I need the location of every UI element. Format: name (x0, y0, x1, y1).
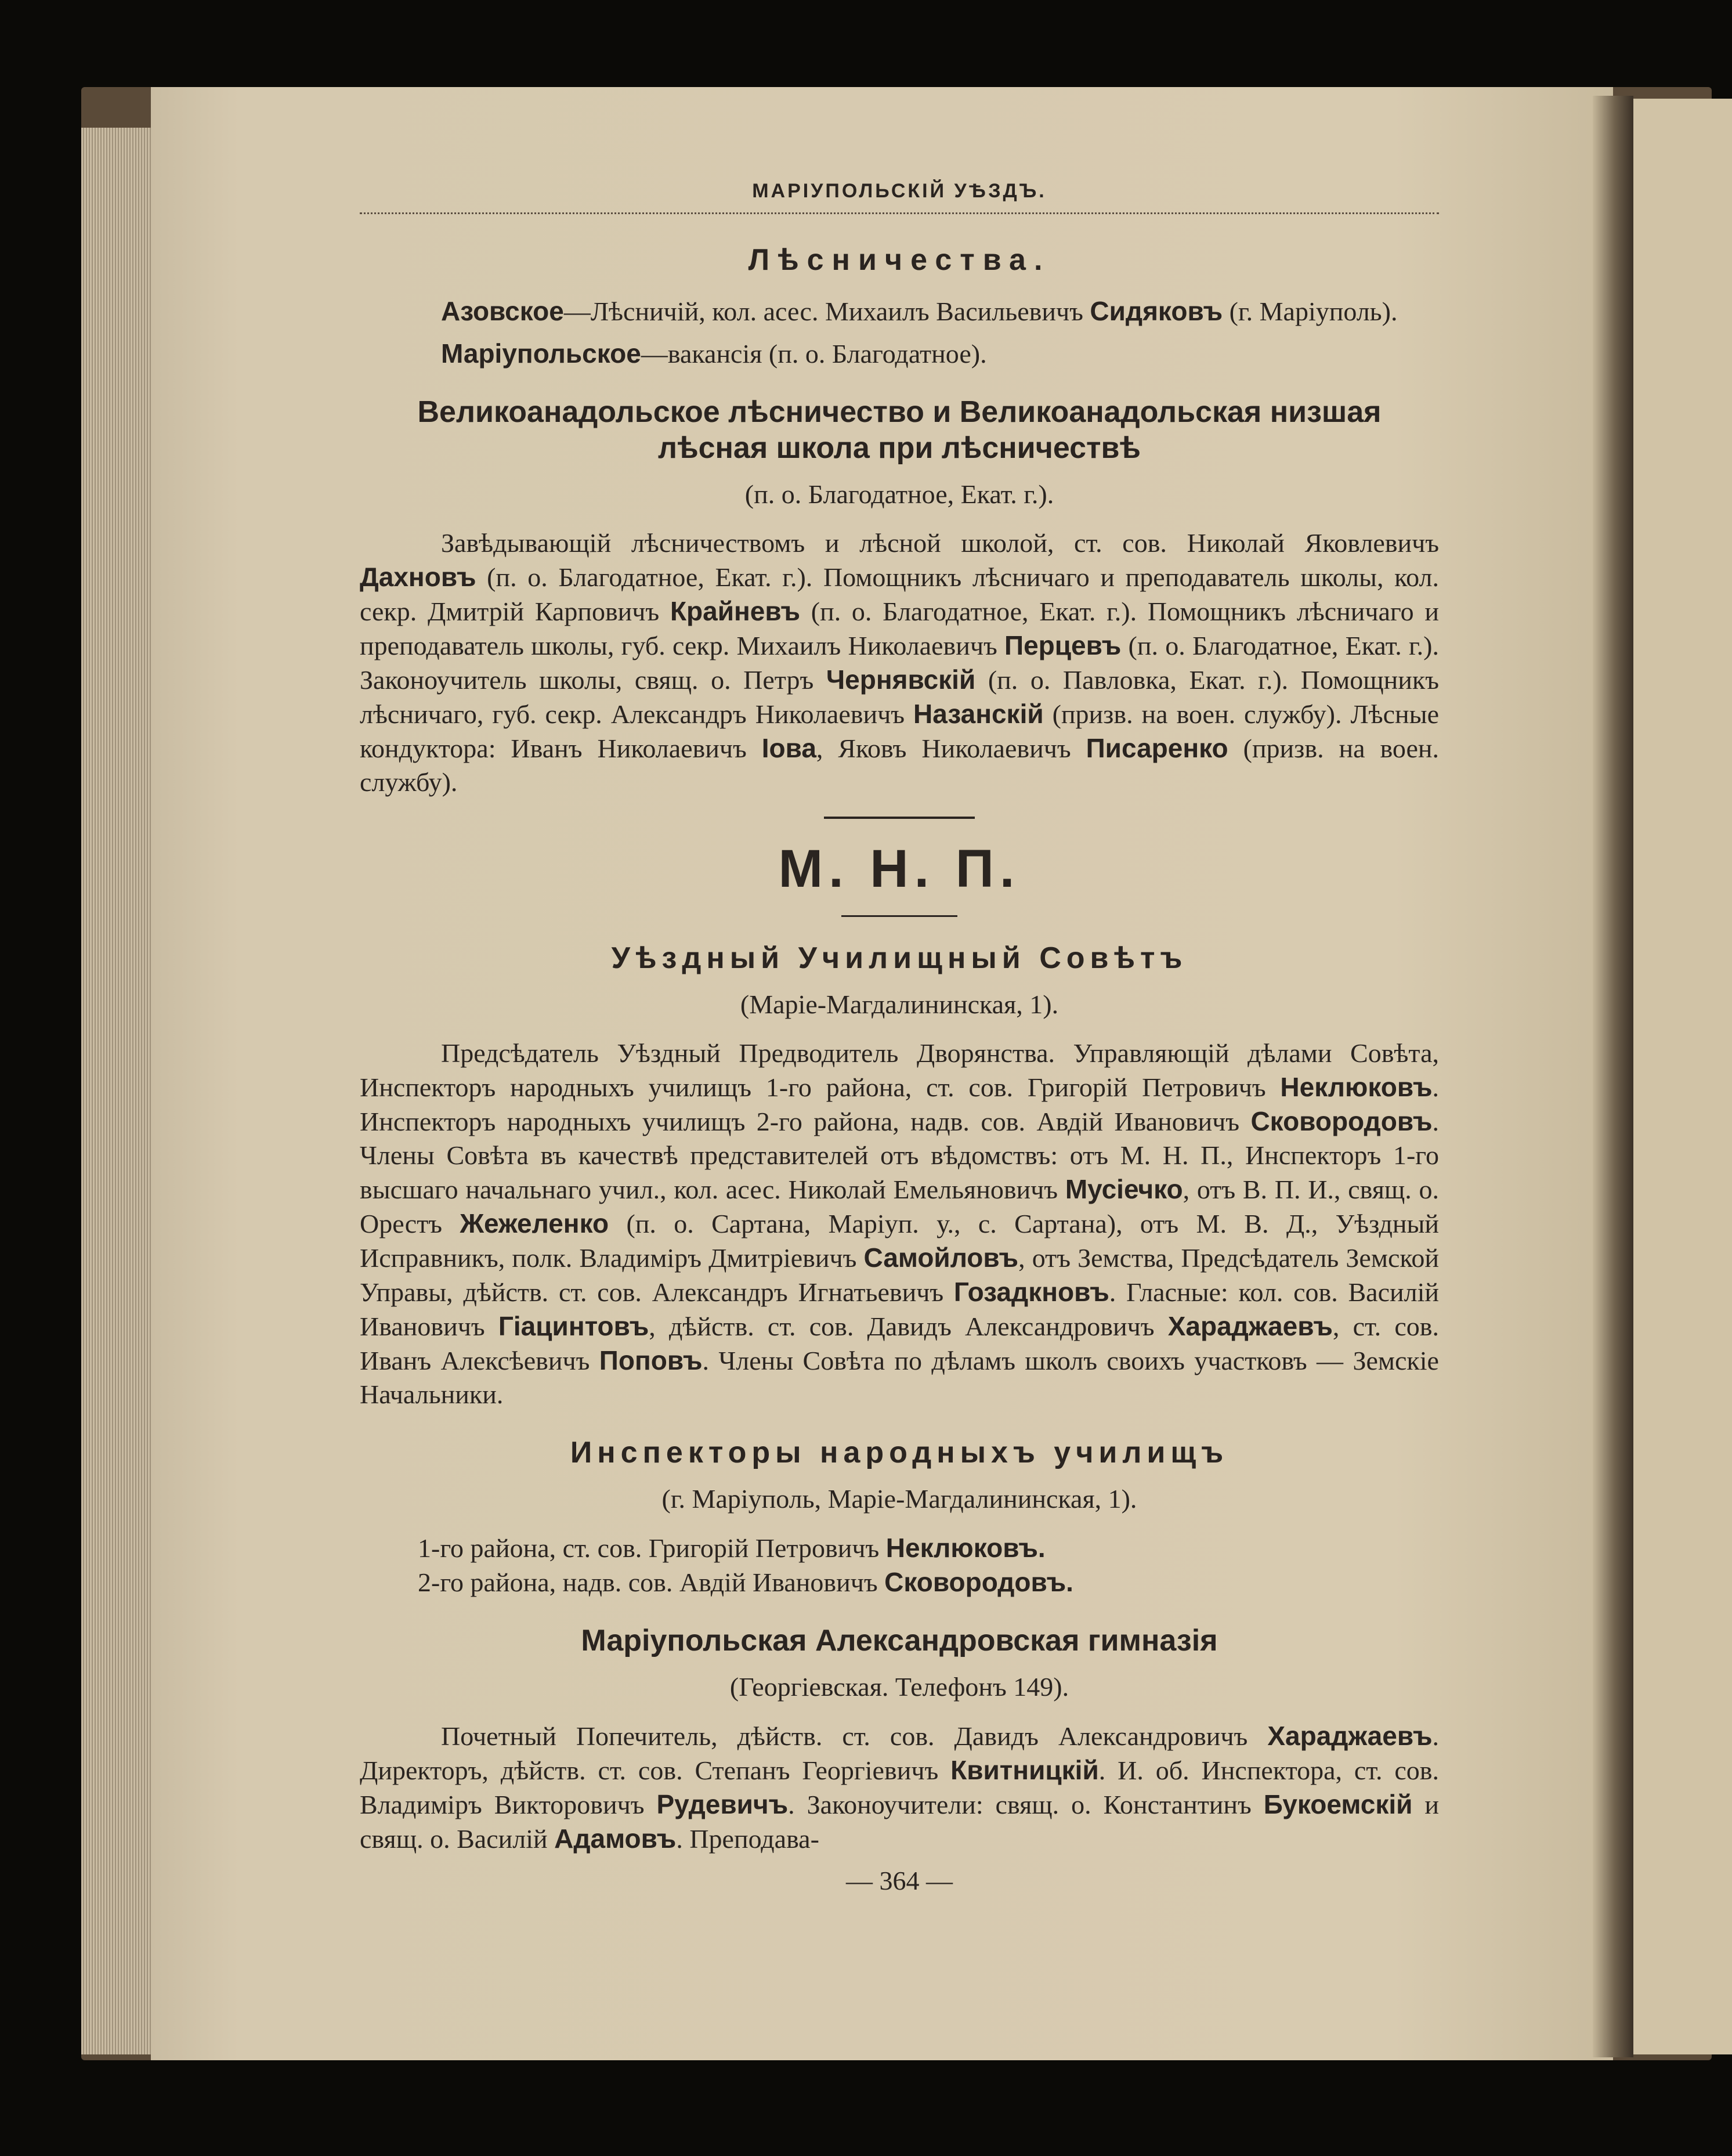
inspector-text: 1-го района, ст. сов. Григорій Петровичъ (418, 1533, 886, 1563)
book-gutter (1593, 96, 1633, 2057)
inspector-surname: Неклюковъ. (885, 1533, 1046, 1563)
text-run: Предсѣдатель Уѣздный Предводитель Дворянства. Управляющій дѣлами Совѣта, Инспекторъ народныхъ училищъ 1-го района, ст. сов. Григорій Петровичъ (360, 1038, 1439, 1102)
inspectors-address: (г. Маріуполь, Маріе-Магдалининская, 1). (661, 1484, 1137, 1514)
inspector-line (360, 1565, 1439, 1599)
person-surname: Жежеленко (460, 1208, 609, 1238)
inspector-line (360, 1531, 1439, 1565)
text-run: (призв. на воен. службу). (360, 734, 1439, 797)
inspector-surname: Сковородовъ. (884, 1567, 1073, 1597)
text-run: , ст. сов. Иванъ Алексѣевичъ (360, 1312, 1439, 1375)
person-surname: Самойловъ (863, 1243, 1019, 1273)
text-run: , Яковъ Николаевичъ (816, 734, 1086, 763)
entry-tail: (г. Маріуполь). (1229, 297, 1398, 326)
person-surname: Неклюковъ (1280, 1072, 1433, 1102)
text-run: (п. о. Сартана, Маріуп. у., с. Сартана), отъ М. В. Д., Уѣздный Исправникъ, полк. Владиміръ Дмитріевичъ (360, 1209, 1440, 1273)
text-run: (п. о. Павловка, Екат. г.). Помощникъ лѣсничаго, губ. секр. Александръ Николаевичъ (360, 665, 1439, 729)
mnp-title: М. Н. П. (778, 839, 1021, 898)
person-surname: Крайневъ (670, 596, 801, 626)
velikoanadol-title: Великоанадольское лѣсничество и Великоанадольская низшая лѣсная школа при лѣсничествѣ (417, 395, 1382, 465)
text-run: . Члены Совѣта по дѣламъ школъ своихъ участковъ — Земскіе Начальники. (360, 1346, 1439, 1409)
person-surname: Назанскій (913, 699, 1044, 729)
text-run: и свящ. о. Василій (360, 1790, 1439, 1854)
person-surname: Перцевъ (1004, 630, 1122, 660)
text-run: . Гласные: кол. сов. Василій Ивановичъ (360, 1277, 1439, 1341)
text-run: . Директоръ, дѣйств. ст. сов. Степанъ Георгіевичъ (360, 1721, 1439, 1785)
section-rule (841, 915, 957, 917)
person-surname: Квитницкій (950, 1755, 1099, 1785)
person-surname: Хараджаевъ (1167, 1311, 1333, 1341)
council-body (360, 1037, 1439, 1411)
gymnasium-title: Маріупольская Александровская гимназія (581, 1624, 1218, 1657)
velikoanadol-address: (п. о. Благодатное, Екат. г.). (744, 479, 1054, 509)
section-rule (824, 817, 975, 819)
forestry-title: Лѣсничества. (748, 243, 1051, 277)
entry-name: Азовское (441, 296, 564, 326)
forestry-entry-azov (360, 294, 1439, 328)
entry-surname: Сидяковъ (1090, 296, 1223, 326)
person-surname: Букоемскій (1263, 1789, 1413, 1819)
text-run: , отъ В. П. И., свящ. о. Орестъ (360, 1175, 1439, 1238)
person-surname: Сковородовъ (1250, 1106, 1433, 1136)
entry-text: —Лѣсничій, кол. асес. Михаилъ Васильевичъ (563, 297, 1083, 326)
person-surname: Поповъ (599, 1345, 703, 1375)
person-surname: Мусіечко (1065, 1174, 1183, 1204)
entry-text: —вакансія (п. о. Благодатное). (641, 339, 987, 369)
council-address: (Маріе-Магдалининская, 1). (740, 989, 1059, 1019)
inspectors-title: Инспекторы народныхъ училищъ (570, 1436, 1229, 1469)
person-surname: Чернявскій (826, 665, 976, 695)
person-surname: Дахновъ (360, 562, 476, 592)
text-run: (п. о. Благодатное, Екат. г.). Помощникъ лѣсничаго и преподаватель школы, кол. секр. Дмитрій Карповичъ (360, 562, 1439, 626)
person-surname: Рудевичъ (656, 1789, 789, 1819)
text-run: . И. об. Инспектора, ст. сов. Владиміръ Викторовичъ (360, 1756, 1440, 1819)
text-run: (п. о. Благодатное, Екат. г.). Законоучитель школы, свящ. о. Петръ (360, 631, 1439, 695)
gymnasium-body (360, 1719, 1439, 1856)
text-run: , отъ Земства, Предсѣдатель Земской Управы, дѣйств. ст. сов. Александръ Игнатьевичъ (360, 1243, 1439, 1307)
text-run: . Законоучители: свящ. о. Константинъ (788, 1790, 1264, 1819)
person-surname: Писаренко (1086, 733, 1228, 763)
running-head: МАРІУПОЛЬСКІЙ УѢЗДЪ. (360, 174, 1439, 214)
person-surname: Гозадкновъ (953, 1277, 1109, 1307)
person-surname: Іова (761, 733, 816, 763)
person-surname: Адамовъ (554, 1823, 677, 1854)
text-run: , дѣйств. ст. сов. Давидъ Александровичъ (649, 1312, 1168, 1341)
person-surname: Хараджаевъ (1267, 1721, 1433, 1751)
text-run: Почетный Попечитель, дѣйств. ст. сов. Давидъ Александровичъ (441, 1721, 1268, 1751)
velikoanadol-body (360, 526, 1439, 799)
person-surname: Гіацинтовъ (498, 1311, 649, 1341)
text-run: . Преподава- (676, 1824, 819, 1854)
text-run: . Члены Совѣта въ качествѣ представителей отъ вѣдомствъ: отъ М. Н. П., Инспекторъ 1-го высшаго начальнаго учил., кол. асес. Николай Емельяновичъ (360, 1107, 1439, 1204)
forestry-entry-mariupol (360, 337, 1439, 371)
next-page-edge (1619, 99, 1732, 2054)
text-run: Завѣдывающій лѣсничествомъ и лѣсной школой, ст. сов. Николай Яковлевичъ (441, 528, 1439, 558)
text-run: (п. о. Благодатное, Екат. г.). Помощникъ лѣсничаго и преподаватель школы, губ. секр. Михаилъ Николаевичъ (360, 597, 1439, 660)
page-number: — 364 — (846, 1866, 953, 1895)
entry-name: Маріупольское (441, 338, 641, 369)
text-run: (призв. на воен. службу). Лѣсные кондуктора: Иванъ Николаевичъ (360, 699, 1439, 763)
gymnasium-address: (Георгіевская. Телефонъ 149). (729, 1672, 1069, 1702)
council-title: Уѣздный Училищный Совѣтъ (611, 941, 1188, 975)
page-text (360, 174, 1439, 1898)
text-run: . Инспекторъ народныхъ училищъ 2-го района, надв. сов. Авдій Ивановичъ (360, 1072, 1439, 1136)
inspector-text: 2-го района, надв. сов. Авдій Ивановичъ (418, 1568, 885, 1597)
